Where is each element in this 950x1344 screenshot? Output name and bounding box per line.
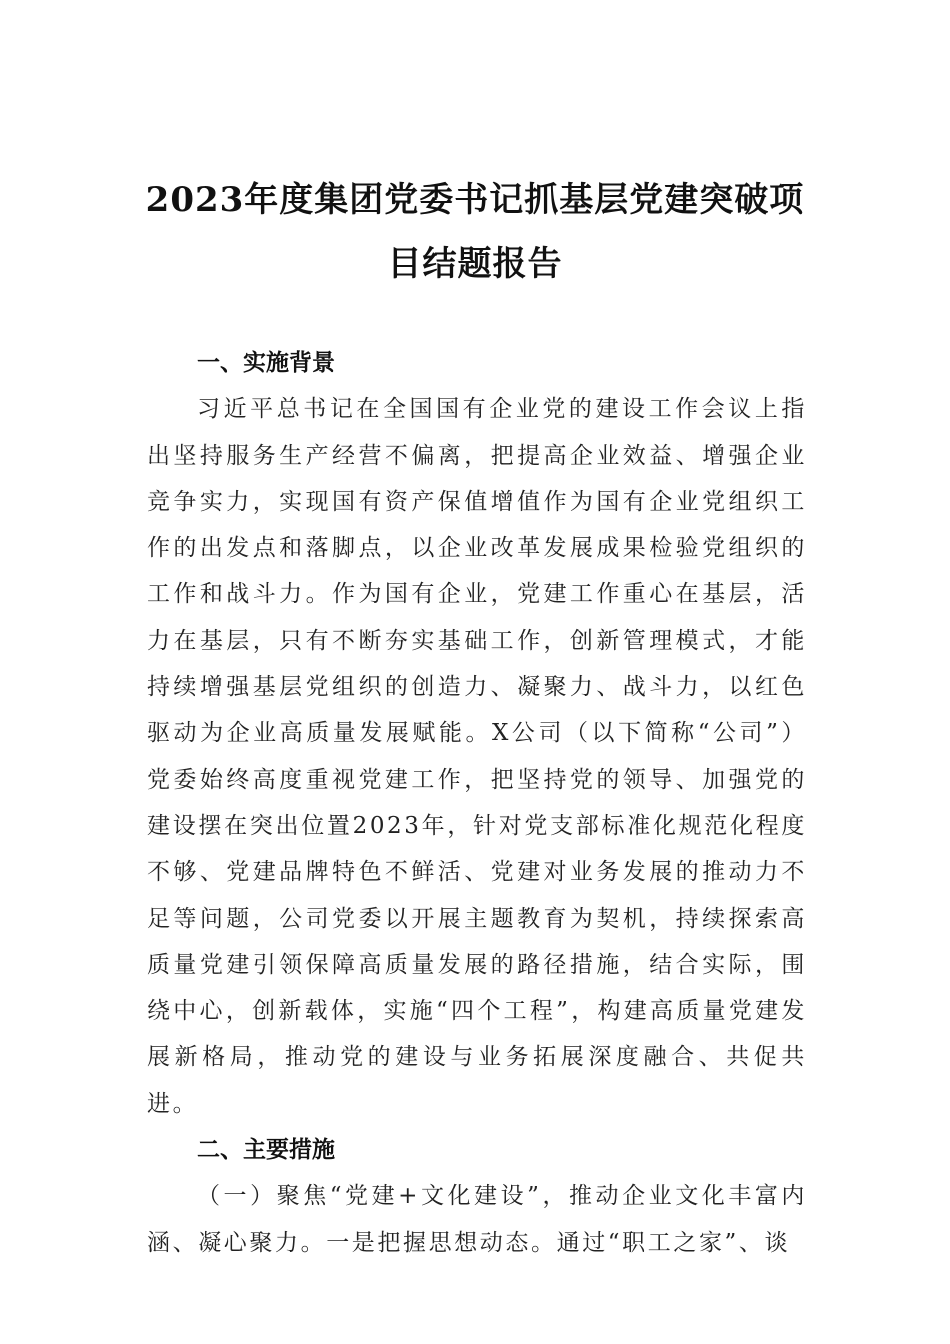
document-title [140, 168, 810, 296]
paragraph-background: 习近平总书记在全国国有企业党的建设工作会议上指出坚持服务生产经营不偏离，把提高企业效益、增强企业竞争实力，实现国有资产保值增值作为国有企业党组织工作的出发点和落脚点，以企业改革发展成果检验党组织的工作和战斗力。作为国有企业，党建工作重心在基层，活力在基层，只有不断夯实基础工作，创新管理模式，才能持续增强基层党组织的创造力、凝聚力、战斗力，以红色驱动为企业高质量发展赋能。X公司（以下简称“公司”）党委始终高度重视党建工作，把坚持党的领导、加强党的建设摆在突出位置2023年，针对党支部标准化规范化程度不够、党建品牌特色不鲜活、党建对业务发展的推动力不足等问题，公司党委以开展主题教育为契机，持续探索高质量党建引领保障高质量发展的路径措施，结合实际，围绕中心，创新载体，实施“四个工程”，构建高质量党建发展新格局，推动党的建设与业务拓展深度融合、共促共进。 [147, 396, 807, 1117]
title-line-2: 目结题报告 [387, 244, 563, 284]
section-heading-measures: 二、主要措施 [197, 1137, 335, 1164]
paragraph-measures: （一）聚焦“党建+文化建设”，推动企业文化丰富内涵、凝心聚力。一是把握思想动态。通过“职工之家”、谈 [147, 1183, 807, 1256]
title-line-1: 2023年度集团党委书记抓基层党建突破项 [145, 180, 805, 220]
document-body [147, 340, 807, 1266]
section-heading-background: 一、实施背景 [197, 350, 335, 376]
